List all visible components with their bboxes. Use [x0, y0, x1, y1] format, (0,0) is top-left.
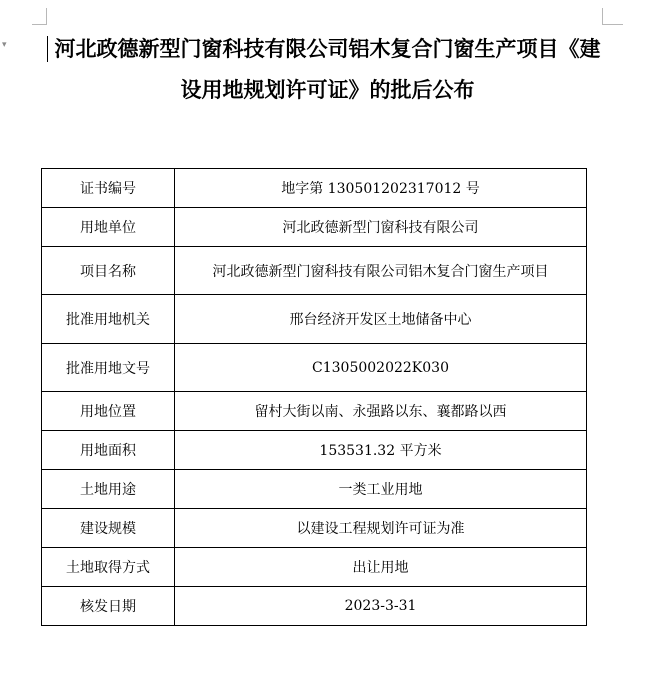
row-value: 出让用地: [175, 548, 587, 587]
table-row: [42, 548, 587, 587]
row-label: 项目名称: [42, 247, 175, 295]
row-label: 建设规模: [42, 509, 175, 548]
table-row: [42, 247, 587, 295]
row-value: C1305002022K030: [175, 344, 587, 392]
row-label: 批准用地机关: [42, 295, 175, 344]
row-value: 河北政德新型门窗科技有限公司铝木复合门窗生产项目: [175, 247, 587, 295]
paragraph-collapse-icon[interactable]: ▾: [2, 40, 7, 50]
table-row: [42, 344, 587, 392]
row-label: 土地取得方式: [42, 548, 175, 587]
document-title-line-2: 设用地规划许可证》的批后公布: [180, 77, 475, 102]
document-title-line-1: 河北政德新型门窗科技有限公司铝木复合门窗生产项目《建: [54, 36, 601, 61]
row-label: 用地位置: [42, 392, 175, 431]
row-value: 河北政德新型门窗科技有限公司: [175, 208, 587, 247]
row-value: 地字第 130501202317012 号: [175, 169, 587, 208]
table-row: [42, 431, 587, 470]
row-value: 一类工业用地: [175, 470, 587, 509]
table-row: [42, 208, 587, 247]
row-label: 证书编号: [42, 169, 175, 208]
table-row: [42, 509, 587, 548]
page-corner-mark-left: [32, 8, 47, 25]
page-corner-mark-right: [602, 8, 623, 25]
table-row: [42, 587, 587, 626]
table-row: [42, 470, 587, 509]
table-row: [42, 295, 587, 344]
row-value: 邢台经济开发区土地储备中心: [175, 295, 587, 344]
row-label: 核发日期: [42, 587, 175, 626]
table-row: [42, 392, 587, 431]
row-value: 留村大街以南、永强路以东、襄都路以西: [175, 392, 587, 431]
certificate-table: [41, 168, 587, 626]
row-label: 土地用途: [42, 470, 175, 509]
row-value: 2023-3-31: [175, 587, 587, 626]
row-value: 153531.32 平方米: [175, 431, 587, 470]
row-label: 批准用地文号: [42, 344, 175, 392]
table-row: [42, 169, 587, 208]
row-label: 用地单位: [42, 208, 175, 247]
row-label: 用地面积: [42, 431, 175, 470]
row-value: 以建设工程规划许可证为准: [175, 509, 587, 548]
